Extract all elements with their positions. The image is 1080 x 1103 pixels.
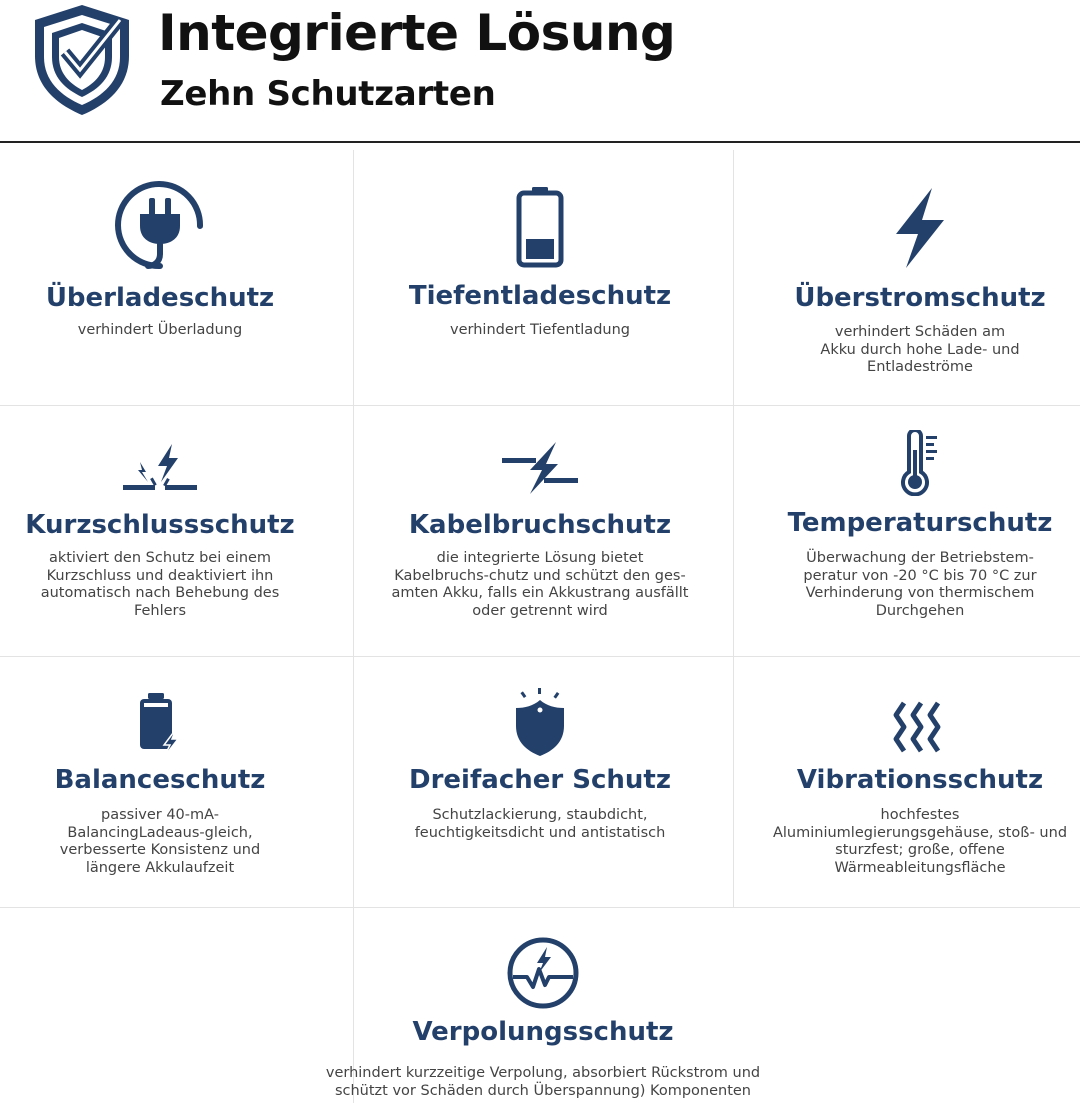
feature-title: Kurzschlussschutz [25,510,295,540]
feature-description: die integrierte Lösung bietet Kabelbruchs-chutz und schützt den ges-amten Akku, falls ein Akkustrang ausfällt oder getrennt wird [391,550,689,619]
feature-description: verhindert Tiefentladung [450,322,630,338]
feature-title: Vibrationsschutz [796,765,1044,795]
feature-description: passiver 40-mA-BalancingLadeaus-gleich, verbesserte Konsistenz und längere Akkulaufzeit [59,807,261,876]
feature-card-reverse-polarity [325,908,761,1103]
feature-title: Tiefentladeschutz [408,281,672,311]
page-title: Integrierte Lösung [158,4,676,62]
feature-card-short-circuit [0,406,320,656]
feature-description: verhindert Überladung [77,322,243,338]
header [0,0,1080,141]
feature-description: Schutzlackierung, staubdicht, feuchtigkeitsdicht und antistatisch [414,807,666,841]
vibration-waves-icon [890,701,950,757]
feature-card-deep-discharge [380,150,700,405]
grid-divider [733,150,734,908]
shield-badge-icon [510,688,570,758]
feature-title: Balanceschutz [54,765,266,795]
feature-card-overcurrent [760,150,1080,405]
thermometer-icon [900,430,940,496]
feature-description: aktiviert den Schutz bei einem Kurzschluss und deaktiviert ihn automatisch nach Behebung des Fehlers [40,550,280,619]
feature-title: Temperaturschutz [787,508,1053,538]
feature-title: Verpolungsschutz [412,1017,674,1047]
feature-title: Dreifacher Schutz [409,765,671,795]
feature-title: Kabelbruchschutz [408,510,672,540]
shield-check-icon [32,2,132,118]
lightning-bolt-icon [894,188,946,270]
power-plug-icon [114,180,206,272]
feature-description: verhindert kurzzeitige Verpolung, absorbiert Rückstrom und schützt vor Schäden durch Überspannung) Komponenten [325,1065,761,1099]
battery-balance-icon [138,693,182,757]
header-divider [0,141,1080,143]
short-circuit-icon [122,444,198,498]
feature-description: verhindert Schäden am Akku durch hohe Lade- und Entladeströme [820,324,1020,375]
feature-title: Überladeschutz [45,283,275,313]
battery-low-icon [516,186,564,268]
feature-card-balance [0,657,320,907]
feature-description: Überwachung der Betriebstem-peratur von -20 °C bis 70 °C zur Verhinderung von thermischem Durchgehen [803,550,1037,619]
feature-card-triple [380,657,700,907]
page-subtitle: Zehn Schutzarten [160,74,496,114]
feature-title: Überstromschutz [794,283,1046,313]
feature-card-temperature [760,406,1080,656]
surge-circle-icon [507,937,579,1009]
feature-card-cable-break [380,406,700,656]
broken-cable-icon [500,442,580,496]
feature-description: hochfestes Aluminiumlegierungsgehäuse, stoß- und sturzfest; große, offene Wärmeableitungsfläche [772,807,1068,876]
feature-card-vibration [760,657,1080,907]
feature-card-overcharge [0,150,320,405]
